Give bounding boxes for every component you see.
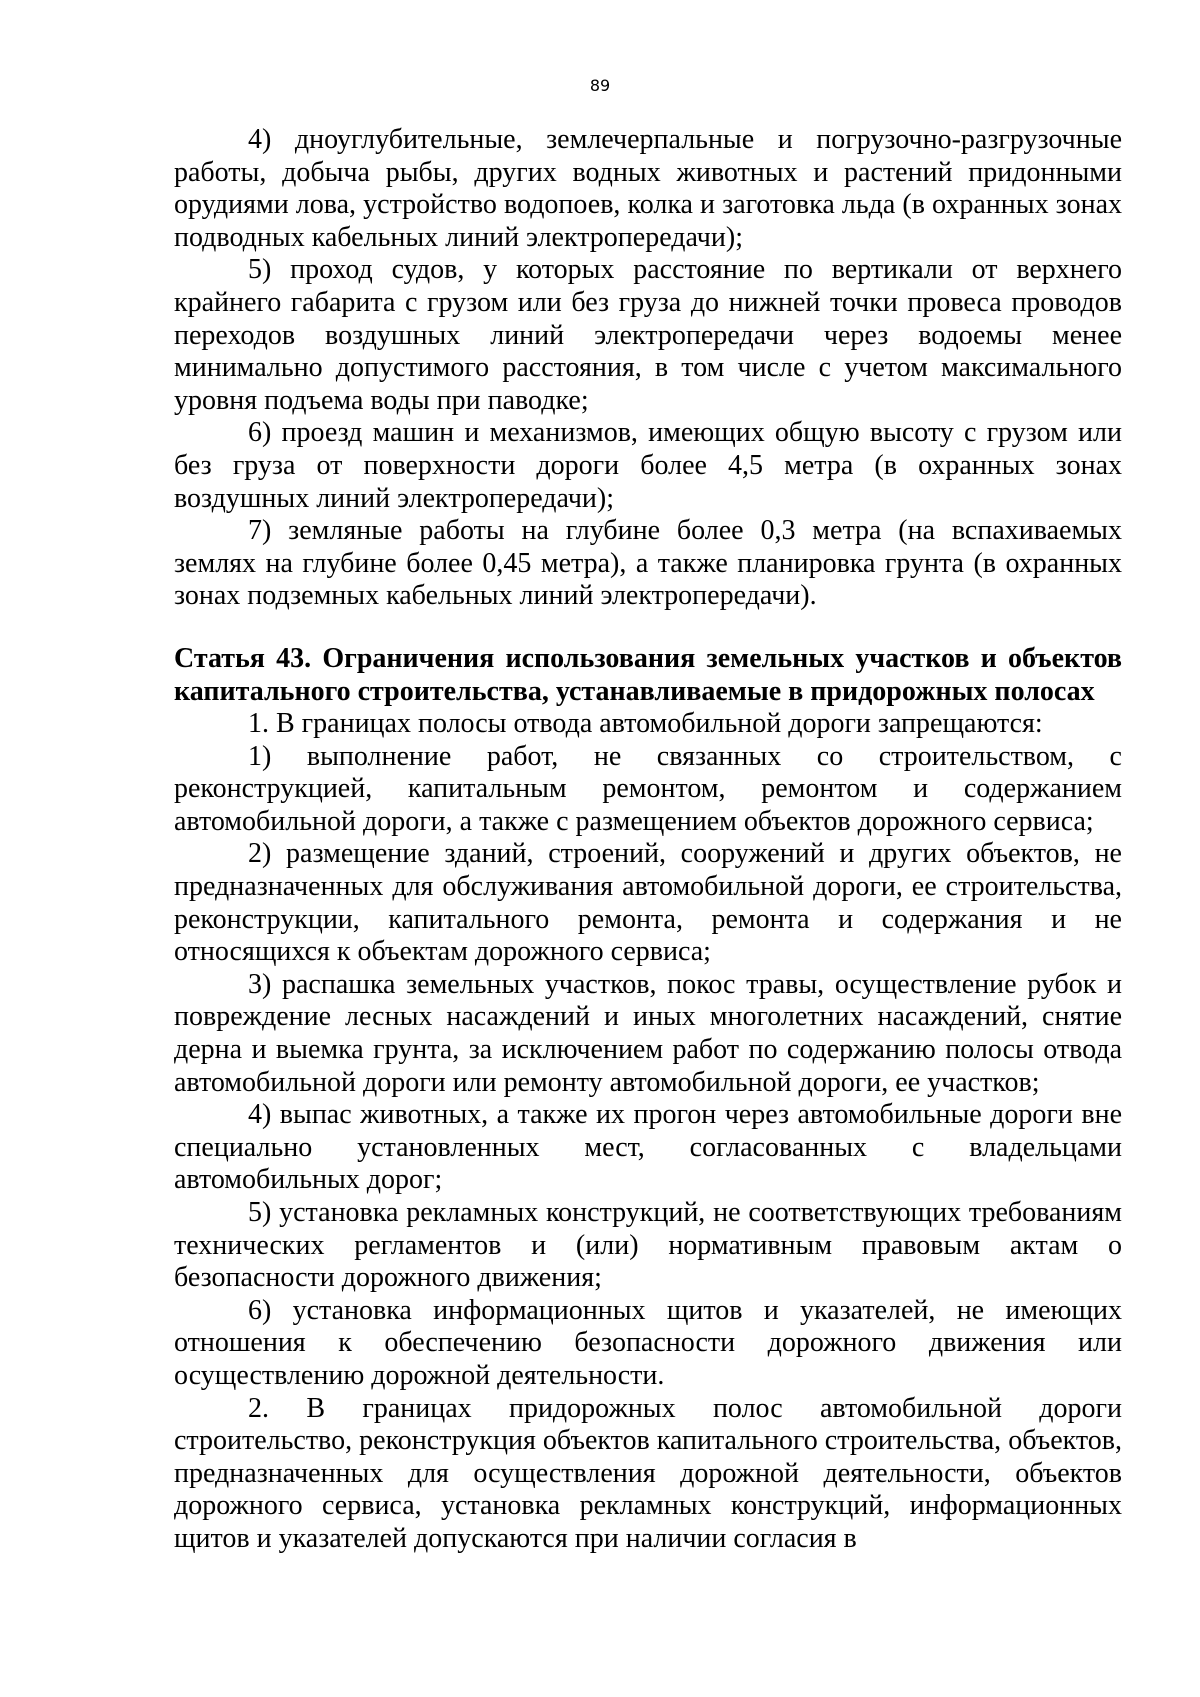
list-item: 6) установка информационных щитов и указателей, не имеющих отношения к обеспечению безопасности дорожного движения или осуществлению дорожной деятельности.: [174, 1294, 1122, 1391]
list-item: 5) проход судов, у которых расстояние по вертикали от верхнего крайнего габарита с грузом или без груза до нижней точки провеса проводов переходов воздушных линий электропередачи через водоемы менее минимально допустимого расстояния, в том числе с учетом максимального уровня подъема воды при паводке;: [174, 254, 1122, 416]
list-item: 4) дноуглубительные, землечерпальные и погрузочно-разгрузочные работы, добыча рыбы, других водных животных и растений придонными орудиями лова, устройство водопоев, колка и заготовка льда (в охранных зонах подводных кабельных линий электропередачи);: [174, 124, 1122, 253]
list-item: 2) размещение зданий, строений, сооружений и других объектов, не предназначенных для обслуживания автомобильной дороги, ее строительства, реконструкции, капитального ремонта, ремонта и содержания и не относящихся к объектам дорожного сервиса;: [174, 838, 1122, 968]
clause-1: 1. В границах полосы отвода автомобильной дороги запрещаются:: [248, 708, 1043, 740]
article-heading: Статья 43. Ограничения использования земельных участков и объектов капитального строительства, устанавливаемые в придорожных полосах: [174, 642, 1122, 707]
list-item: 5) установка рекламных конструкций, не соответствующих требованиям технических регламентов и (или) нормативным правовым актам о безопасности дорожного движения;: [174, 1197, 1122, 1294]
page-number: 89: [589, 76, 611, 95]
list-item: 1) выполнение работ, не связанных со строительством, с реконструкцией, капитальным ремонтом, ремонтом и содержанием автомобильной дороги, а также с размещением объектов дорожного сервиса;: [174, 740, 1122, 837]
list-item: 3) распашка земельных участков, покос травы, осуществление рубок и повреждение лесных насаждений и иных многолетних насаждений, снятие дерна и выемка грунта, за исключением работ по содержанию полосы отвода автомобильной дороги или ремонту автомобильной дороги, ее участков;: [174, 968, 1122, 1098]
list-item: 6) проезд машин и механизмов, имеющих общую высоту с грузом или без груза от поверхности дороги более 4,5 метра (в охранных зонах воздушных линий электропередачи);: [174, 417, 1122, 514]
clause-2: 2. В границах придорожных полос автомобильной дороги строительство, реконструкция объектов капитального строительства, объектов, предназначенных для осуществления дорожной деятельности, объектов дорожного сервиса, установка рекламных конструкций, информационных щитов и указателей допускаются при наличии согласия в: [174, 1392, 1122, 1554]
list-item: 4) выпас животных, а также их прогон через автомобильные дороги вне специально установленных мест, согласованных с владельцами автомобильных дорог;: [174, 1099, 1122, 1196]
document-body: [174, 124, 1122, 1556]
list-item: 7) земляные работы на глубине более 0,3 метра (на вспахиваемых землях на глубине более 0,45 метра), а также планировка грунта (в охранных зонах подземных кабельных линий электропередачи).: [174, 515, 1122, 612]
